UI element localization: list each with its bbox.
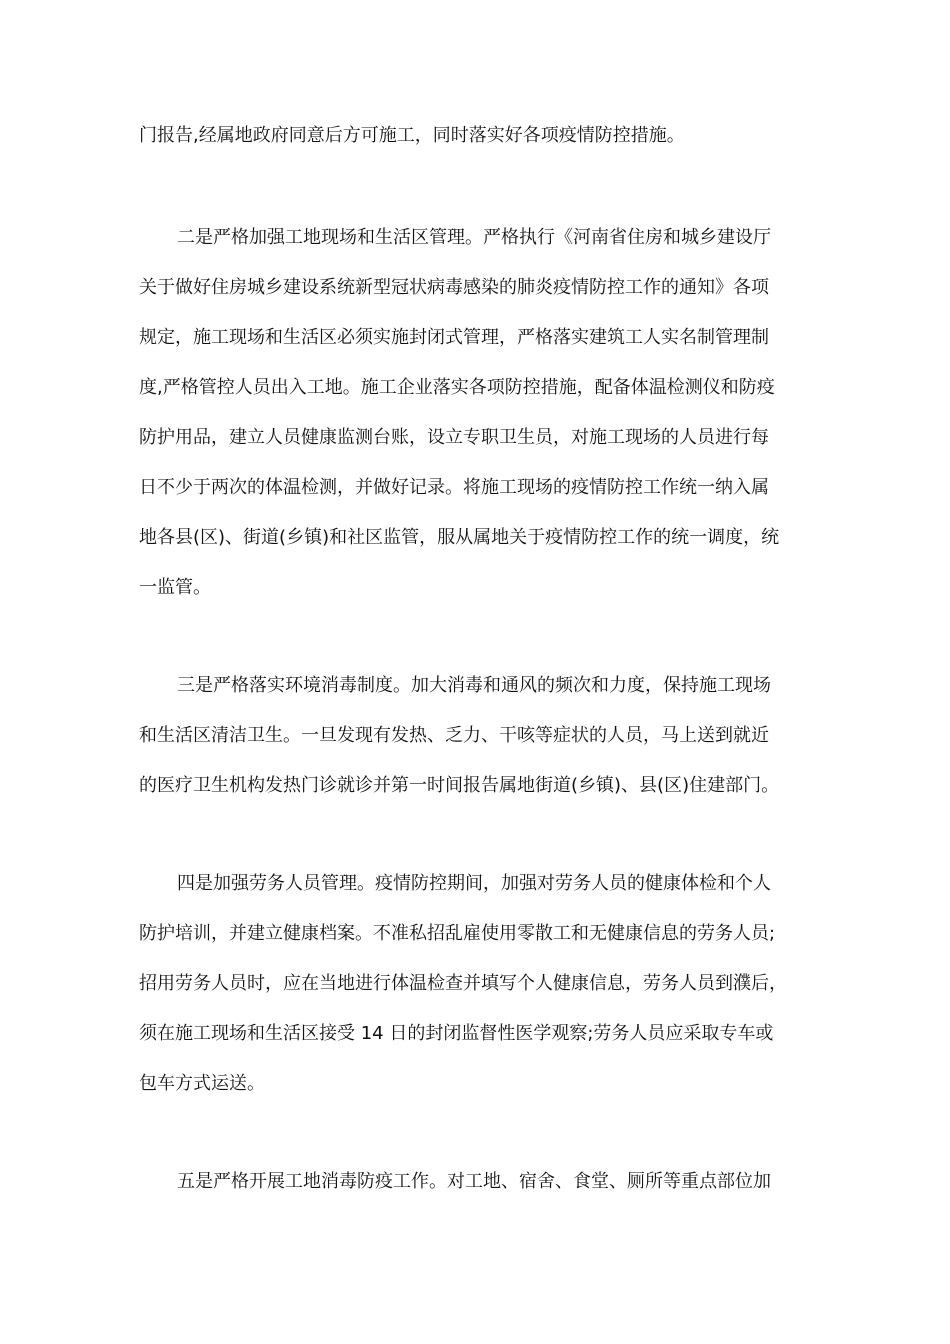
paragraph-line: 包车方式运送。 (139, 1073, 265, 1094)
paragraph-line: 的医疗卫生机构发热门诊就诊并第一时间报告属地街道(乡镇)、县(区)住建部门。 (139, 775, 780, 796)
paragraph-line: 日不少于两次的体温检测，并做好记录。将施工现场的疫情防控工作统一纳入属 (139, 477, 769, 498)
paragraph-line: 一监管。 (139, 577, 211, 598)
paragraph-line: 地各县(区)、街道(乡镇)和社区监管，服从属地关于疫情防控工作的统一调度，统 (139, 527, 780, 548)
paragraph-line: 二是严格加强工地现场和生活区管理。严格执行《河南省住房和城乡建设厅 (177, 227, 771, 248)
paragraph-line: 三是严格落实环境消毒制度。加大消毒和通风的频次和力度，保持施工现场 (177, 675, 771, 696)
paragraph-line: 度,严格管控人员出入工地。施工企业落实各项防控措施，配备体温检测仪和防疫 (139, 377, 775, 398)
paragraph-line: 规定，施工现场和生活区必须实施封闭式管理，严格落实建筑工人实名制管理制 (139, 327, 769, 348)
paragraph-line: 和生活区清洁卫生。一旦发现有发热、乏力、干咳等症状的人员，马上送到就近 (139, 725, 769, 746)
paragraph-line: 五是严格开展工地消毒防疫工作。对工地、宿舍、食堂、厕所等重点部位加 (177, 1171, 771, 1192)
paragraph-line: 四是加强劳务人员管理。疫情防控期间，加强对劳务人员的健康体检和个人 (177, 873, 771, 894)
paragraph-line: 招用劳务人员时，应在当地进行体温检查并填写个人健康信息，劳务人员到濮后， (139, 973, 787, 994)
paragraph-line: 须在施工现场和生活区接受 14 日的封闭监督性医学观察;劳务人员应采取专车或 (139, 1023, 774, 1044)
paragraph-line: 防护培训，并建立健康档案。不准私招乱雇使用零散工和无健康信息的劳务人员; (139, 923, 776, 944)
paragraph-line: 关于做好住房城乡建设系统新型冠状病毒感染的肺炎疫情防控工作的通知》各项 (139, 277, 769, 298)
paragraph-line: 防护用品，建立人员健康监测台账，设立专职卫生员，对施工现场的人员进行每 (139, 427, 769, 448)
paragraph-line: 门报告,经属地政府同意后方可施工，同时落实好各项疫情防控措施。 (139, 125, 685, 146)
